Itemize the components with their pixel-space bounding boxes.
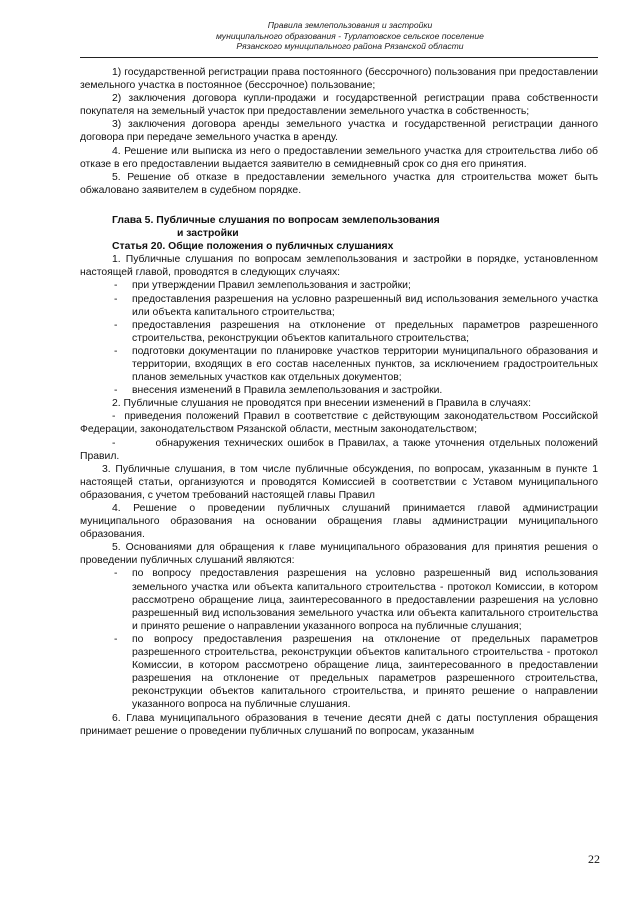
paragraph-2-item-1: - приведения положений Правил в соответствие с действующим законодательством Российской Федерации, законодательством Рязанской области, местным законодательством; — [80, 411, 598, 436]
list-item: - по вопросу предоставления разрешения на отклонение от предельных параметров разрешенного строительства, реконструкции объектов капитального строительства - протокол Комиссии, в котором рассмотрено обращение лица, заинтересованного в предоставлении разрешения на отклонение от предельных параметров разрешенного строительства, реконструкции объектов капитального строительства, и принято решение о направлении указанного вопроса на публичные слушания. — [114, 633, 598, 711]
list-item-text: при утверждении Правил землепользования и застройки; — [132, 280, 411, 292]
intro-item-3: 3) заключения договора аренды земельного участка и государственной регистрации данного договора при передаче земельного участка в аренду. — [80, 119, 598, 144]
chapter-heading-line-2: и застройки — [177, 228, 239, 240]
page-number: 22 — [588, 852, 600, 866]
list-item-text: внесения изменений в Правила землепользования и застройки. — [132, 385, 443, 397]
list-item: - внесения изменений в Правила землепользования и застройки. — [114, 385, 443, 397]
list-item: - предоставления разрешения на условно разрешенный вид использования земельного участка или объекта капитального строительства; — [114, 293, 598, 318]
list-item-text: подготовки документации по планировке участков территории муниципального образования и территории, входящих в его состав населенных пунктов, за исключением градостроительных планов земельных участков как отдельных документов; — [132, 345, 598, 384]
document-body — [80, 66, 598, 738]
list-item: - подготовки документации по планировке участков территории муниципального образования и территории, входящих в его состав населенных пунктов, за исключением градостроительных планов земельных участков как отдельных документов; — [114, 345, 598, 384]
paragraph-5: 5. Основаниями для обращения к главе муниципального образования для принятия решения о проведении публичных слушаний являются: — [80, 542, 598, 567]
paragraph-2: 2. Публичные слушания не проводятся при внесении изменений в Правила в случаях: — [112, 398, 532, 410]
chapter-heading-line-1: Глава 5. Публичные слушания по вопросам землепользования — [112, 214, 440, 226]
intro-item-4: 4. Решение или выписка из него о предоставлении земельного участка для строительства либо об отказе в его предоставлении выдается заявителю в семидневный срок со дня его принятия. — [80, 145, 598, 170]
list-item-text: предоставления разрешения на условно разрешенный вид использования земельного участка или объекта капитального строительства; — [132, 293, 598, 318]
paragraph-1: 1. Публичные слушания по вопросам землепользования и застройки в порядке, установленном настоящей главой, проводятся в следующих случаях: — [80, 254, 598, 279]
article-title: Статья 20. Общие положения о публичных слушаниях — [112, 241, 394, 253]
list-item-text: по вопросу предоставления разрешения на отклонение от предельных параметров разрешенного строительства, реконструкции объектов капитального строительства - протокол Комиссии, в котором рассмотрено обращение лица, заинтересованного в предоставлении разрешения на отклонение от предельных параметров разрешенного строительства, реконструкции объектов капитального строительства, и принято решение о направлении указанного вопроса на публичные слушания. — [132, 633, 598, 711]
header-line-3: Рязанского муниципального района Рязанской области — [236, 41, 464, 51]
paragraph-2-item-1-text: приведения положений Правил в соответствие с действующим законодательством Российской Федерации, законодательством Рязанской области, местным законодательством; — [80, 411, 598, 436]
list-item: - по вопросу предоставления разрешения на условно разрешенный вид использования земельного участка или объекта капитального строительства - протокол Комиссии, в котором рассмотрено обращение лица, заинтересованного в предоставлении разрешения на условно разрешенный вид использования земельного участка или объекта капитального строительства и принято решение о направлении указанного вопроса на публичные слушания; — [114, 568, 598, 632]
list-item: - предоставления разрешения на отклонение от предельных параметров разрешенного строительства, реконструкции объектов капитального строительства; — [114, 319, 598, 344]
paragraph-3: 3. Публичные слушания, в том числе публичные обсуждения, по вопросам, указанным в пункте 1 настоящей статьи, организуются и проводятся Комиссией в соответствии с Уставом муниципального образования, с учетом требований настоящей главы Правил — [80, 463, 598, 501]
list-item-text: предоставления разрешения на отклонение от предельных параметров разрешенного строительства, реконструкции объектов капитального строительства; — [132, 319, 598, 344]
paragraph-2-item-2-text: обнаружения технических ошибок в Правилах, а также уточнения отдельных положений Правил. — [80, 437, 598, 462]
paragraph-4: 4. Решение о проведении публичных слушаний принимается главой администрации муниципального образования на основании обращения главы администрации муниципального образования. — [80, 503, 598, 541]
header-line-2: муниципального образования - Турлатовское сельское поселение — [216, 30, 484, 41]
header-divider — [80, 57, 598, 58]
chapter-heading — [80, 214, 598, 240]
list-item-text: по вопросу предоставления разрешения на условно разрешенный вид использования земельного участка или объекта капитального строительства - протокол Комиссии, в котором рассмотрено обращение лица, заинтересованного в предоставлении разрешения на условно разрешенный вид использования земельного участка или объекта капитального строительства и принято решение о направлении указанного вопроса на публичные слушания; — [132, 568, 598, 632]
paragraph-2-item-2: - обнаружения технических ошибок в Правилах, а также уточнения отдельных положений Правил. — [80, 437, 598, 462]
intro-item-5: 5. Решение об отказе в предоставлении земельного участка для строительства может быть обжаловано заявителем в судебном порядке. — [80, 171, 598, 196]
running-header — [180, 20, 520, 52]
paragraph-6: 6. Глава муниципального образования в течение десяти дней с даты поступления обращения принимает решение о проведении публичных слушаний по вопросам, указанным — [80, 712, 598, 737]
intro-item-2: 2) заключения договора купли-продажи и государственной регистрации права собственности покупателя на земельный участок при предоставлении земельного участка в собственность; — [80, 93, 598, 118]
intro-item-1: 1) государственной регистрации права постоянного (бессрочного) пользования при предоставлении земельного участка в постоянное (бессрочное) пользование; — [80, 67, 598, 92]
header-line-1: Правила землепользования и застройки — [267, 20, 433, 30]
list-item: - при утверждении Правил землепользования и застройки; — [114, 280, 411, 292]
